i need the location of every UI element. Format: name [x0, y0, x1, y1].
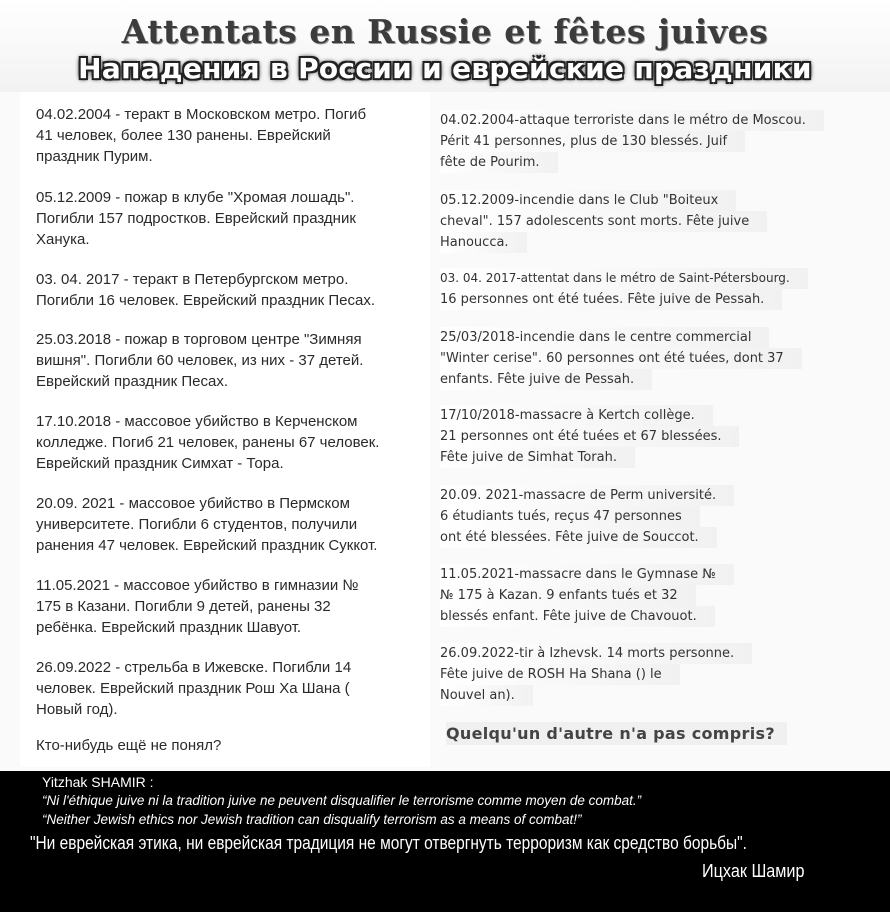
ru-line: Новый год). — [36, 701, 118, 718]
fr-line: cheval". 157 adolescents sont morts. Fête juive — [440, 211, 767, 232]
ru-line: 11.05.2021 - массовое убийство в гимназии № — [36, 577, 359, 594]
ru-closing-question: Кто-нибудь ещё не понял? — [36, 737, 222, 754]
ru-entry-2017 — [36, 269, 428, 311]
ru-entry-2004 — [36, 104, 428, 167]
fr-line: enfants. Fête juive de Pessah. — [440, 369, 652, 390]
fr-line: 17/10/2018-massacre à Kertch collège. — [440, 405, 713, 426]
fr-line: Fête juive de ROSH Ha Shana () le — [440, 664, 680, 685]
ru-line: 26.09.2022 - стрельба в Ижевске. Погибли 14 — [36, 659, 352, 676]
quote-box — [0, 771, 890, 912]
fr-entry-2018-fire — [436, 327, 876, 390]
ru-line: 03. 04. 2017 - теракт в Петербургском метро. — [36, 271, 349, 288]
ru-line: колледже. Погиб 21 человек, ранены 67 человек. — [36, 434, 380, 451]
header-banner — [0, 0, 890, 92]
fr-line: № 175 à Kazan. 9 enfants tués et 32 — [440, 585, 696, 606]
ru-line: ребёнка. Еврейский праздник Шавуот. — [36, 619, 302, 636]
fr-line: 20.09. 2021-massacre de Perm université. — [440, 485, 734, 506]
quote-french: “Ni l'éthique juive ni la tradition juive ne peuvent disqualifier le terrorisme comme moyen de combat.” — [42, 793, 642, 808]
ru-line: ранения 47 человек. Еврейский праздник Суккот. — [36, 537, 378, 554]
quote-russian: "Ни еврейская этика, ни еврейская традиция не могут отвергнуть терроризм как средство борьбы". — [30, 833, 747, 853]
fr-line: 16 personnes ont été tuées. Fête juive de Pessah. — [440, 289, 782, 310]
ru-line: Ханука. — [36, 231, 90, 248]
ru-line: праздник Пурим. — [36, 148, 153, 165]
fr-line: fête de Pourim. — [440, 152, 558, 173]
fr-line: 21 personnes ont été tuées et 67 blessées. — [440, 426, 739, 447]
ru-line: Погибли 16 человек. Еврейский праздник Песах. — [36, 292, 375, 309]
ru-line: 41 человек, более 130 ранены. Еврейский — [36, 127, 331, 144]
ru-line: Еврейский праздник Песах. — [36, 373, 228, 390]
ru-line: Еврейский праздник Симхат - Тора. — [36, 455, 284, 472]
ru-entry-2009 — [36, 187, 428, 250]
ru-line: 20.09. 2021 - массовое убийство в Пермском — [36, 495, 350, 512]
quote-russian-author: Ицхак Шамир — [702, 861, 805, 881]
fr-line: 6 étudiants tués, reçus 47 personnes — [440, 506, 700, 527]
ru-entry-2021-kazan — [36, 575, 428, 638]
fr-entry-2017 — [436, 268, 876, 310]
fr-line: Périt 41 personnes, plus de 130 blessés. Juif — [440, 131, 745, 152]
ru-line: 04.02.2004 - теракт в Московском метро. Погиб — [36, 106, 367, 123]
ru-entry-2022 — [36, 657, 428, 720]
fr-line: Nouvel an). — [440, 685, 533, 706]
fr-entry-2021-perm — [436, 485, 876, 548]
ru-entry-2018-fire — [36, 329, 428, 392]
ru-line: 05.12.2009 - пожар в клубе "Хромая лошадь". — [36, 189, 355, 206]
quote-english: “Neither Jewish ethics nor Jewish tradition can disqualify terrorism as a means of combat!” — [42, 812, 582, 827]
fr-entry-2022 — [436, 643, 876, 706]
ru-entry-2021-perm — [36, 493, 428, 556]
quote-author: Yitzhak SHAMIR : — [42, 774, 154, 790]
fr-line: 25/03/2018-incendie dans le centre commercial — [440, 327, 769, 348]
ru-line: человек. Еврейский праздник Рош Ха Шана ( — [36, 680, 350, 697]
fr-closing-question: Quelqu'un d'autre n'a pas compris? — [446, 722, 787, 745]
fr-line: ont été blessées. Fête juive de Souccot. — [440, 527, 717, 548]
fr-line: 11.05.2021-massacre dans le Gymnase № — [440, 564, 734, 585]
fr-entry-2009 — [436, 190, 876, 253]
ru-entry-2018-kerch — [36, 411, 428, 474]
fr-line: Hanoucca. — [440, 232, 527, 253]
fr-entry-2021-kazan — [436, 564, 876, 627]
fr-entry-2004 — [436, 110, 876, 173]
ru-line: Погибли 157 подростков. Еврейский праздник — [36, 210, 356, 227]
fr-entry-2018-kerch — [436, 405, 876, 468]
fr-line: 26.09.2022-tir à Izhevsk. 14 morts personne. — [440, 643, 752, 664]
ru-line: 17.10.2018 - массовое убийство в Керченском — [36, 413, 358, 430]
title-russian: Нападения в России и еврейские праздники — [78, 52, 812, 85]
fr-line: "Winter cerise". 60 personnes ont été tuées, dont 37 — [440, 348, 802, 369]
title-french: Attentats en Russie et fêtes juives — [121, 12, 769, 51]
fr-line: Fête juive de Simhat Torah. — [440, 447, 635, 468]
fr-line: 03. 04. 2017-attentat dans le métro de Saint-Pétersbourg. — [440, 268, 808, 289]
ru-line: вишня". Погибли 60 человек, из них - 37 детей. — [36, 352, 364, 369]
ru-line: 175 в Казани. Погибли 9 детей, ранены 32 — [36, 598, 331, 615]
fr-line: 05.12.2009-incendie dans le Club "Boiteux — [440, 190, 736, 211]
fr-line: blessés enfant. Fête juive de Chavouot. — [440, 606, 715, 627]
ru-line: 25.03.2018 - пожар в торговом центре "Зимняя — [36, 331, 362, 348]
ru-line: университете. Погибли 6 студентов, получили — [36, 516, 358, 533]
fr-line: 04.02.2004-attaque terroriste dans le métro de Moscou. — [440, 110, 824, 131]
